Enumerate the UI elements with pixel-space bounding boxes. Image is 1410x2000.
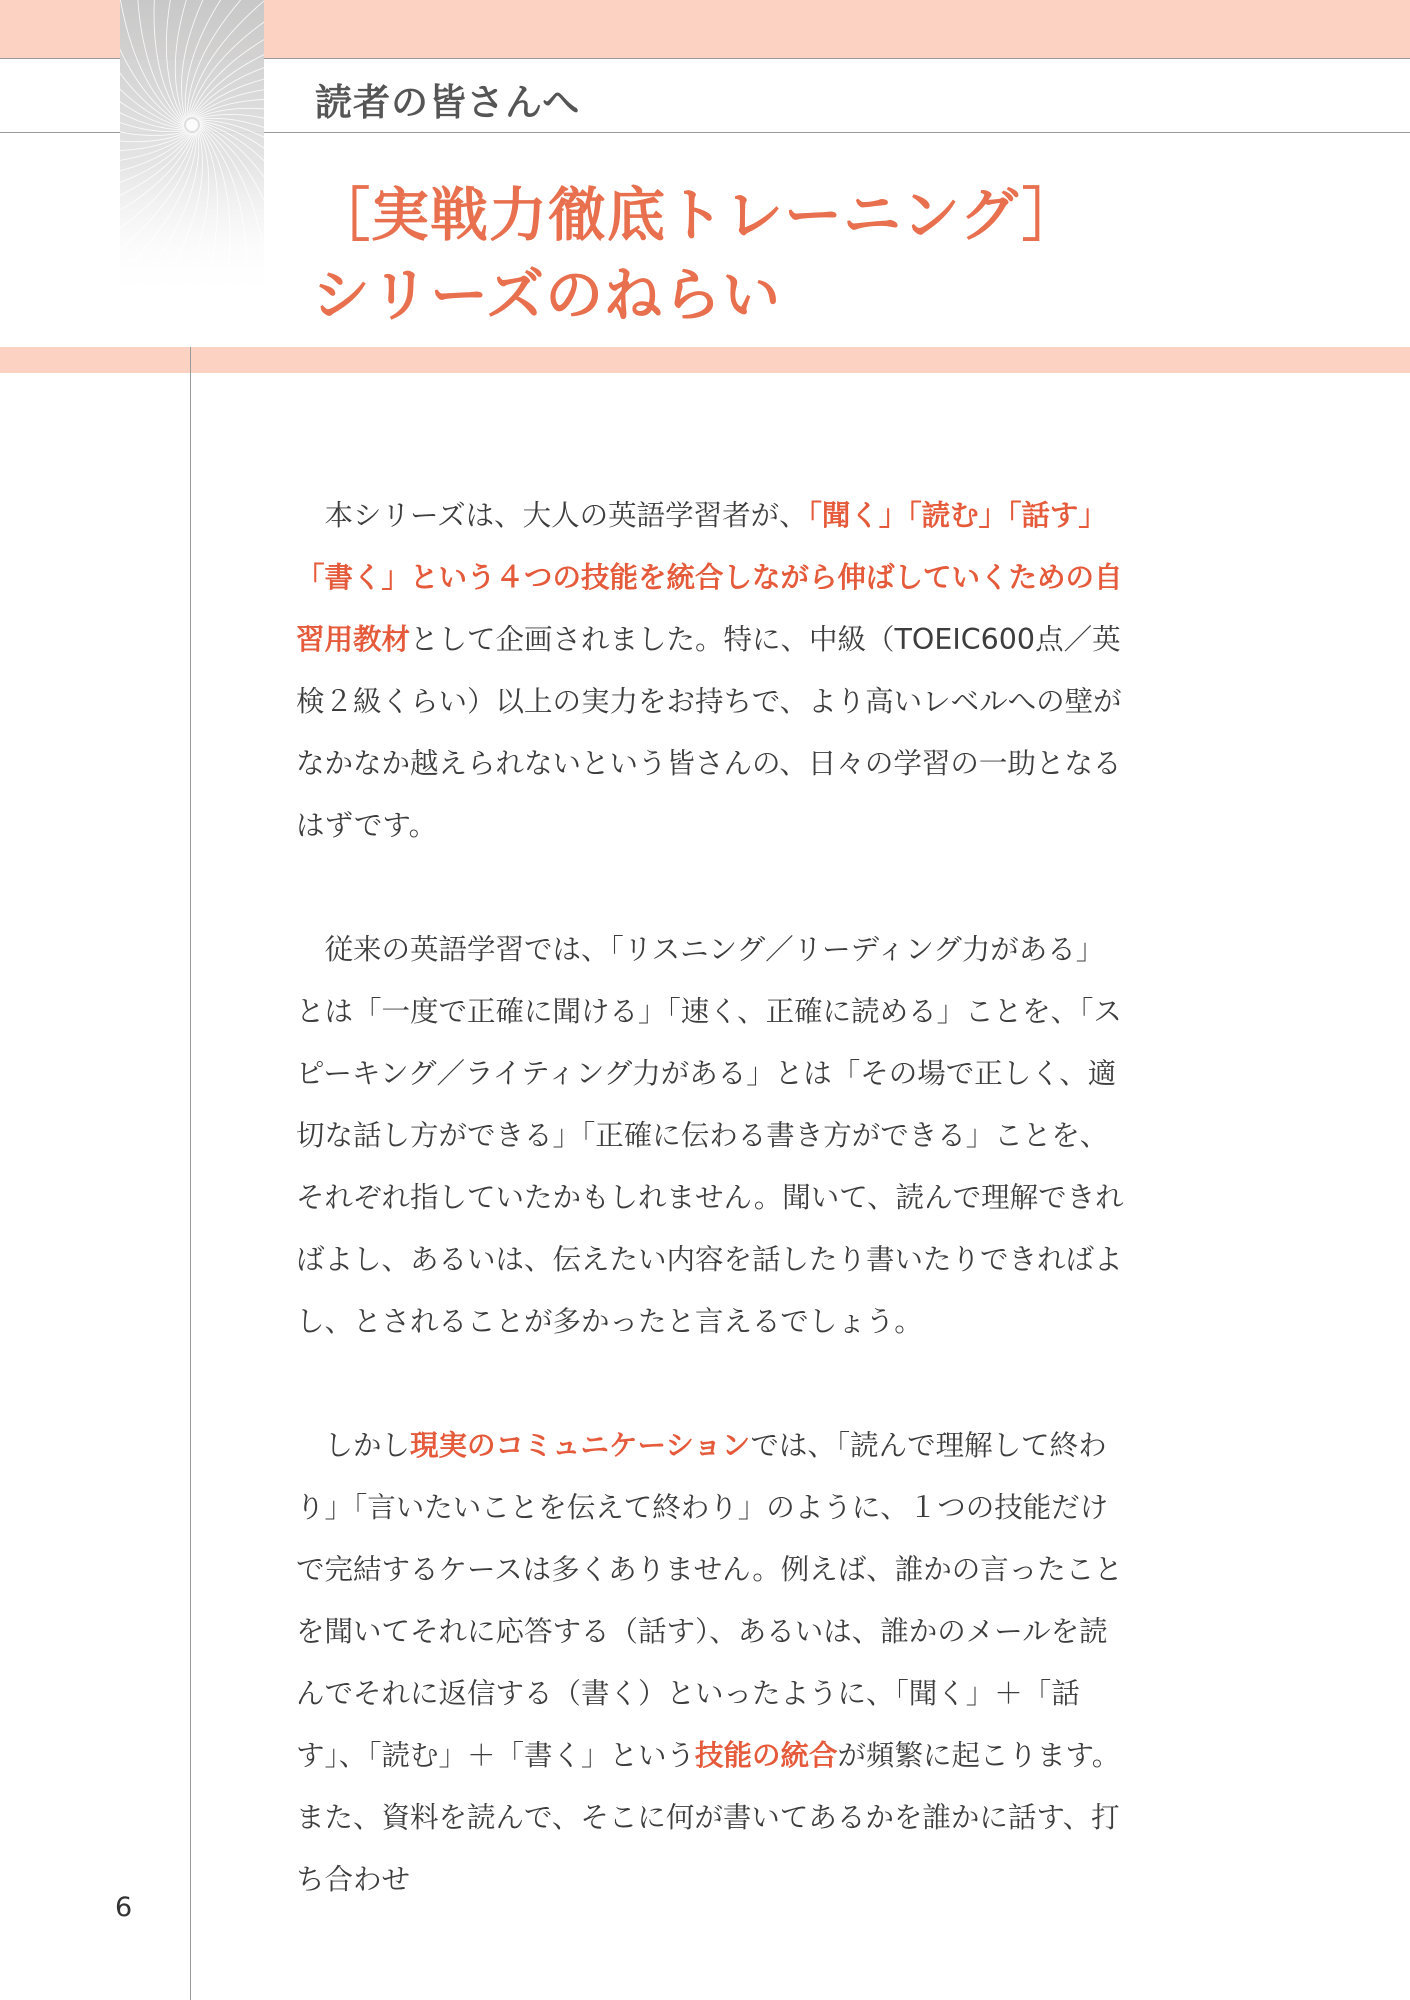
- margin-rule: [190, 347, 191, 2000]
- highlighted-phrase: 現実のコミュニケーション: [410, 1429, 751, 1462]
- section-label: 読者の皆さんへ: [315, 81, 581, 124]
- body-text: [296, 485, 1126, 1973]
- text-segment: が頻繁に起こります。また、資料を読んで、そこに何が書いてあるかを誰かに話す、打ち合わせ: [296, 1739, 1121, 1896]
- page-number: 6: [115, 1892, 133, 1923]
- header-bottom-band: [0, 347, 1410, 373]
- highlighted-phrase: 技能の統合: [695, 1739, 838, 1772]
- paragraph: [296, 1415, 1126, 1911]
- paragraph: [296, 485, 1126, 857]
- text-segment: として企画されました。特に、中級（TOEIC600点／英検２級くらい）以上の実力をお持ちで、より高いレベルへの壁がなかなか越えられないという皆さんの、日々の学習の一助となるはずです。: [296, 623, 1122, 842]
- page-title-line-1: ［実戦力徹底トレーニング］: [312, 181, 1081, 249]
- text-segment: 従来の英語学習では、「リスニング／リーディング力がある」とは「一度で正確に聞ける」「速く、正確に読める」ことを、「スピーキング／ライティング力がある」とは「その場で正しく、適切な話し方ができる」「正確に伝わる書き方ができる」ことを、それぞれ指していたかもしれません。聞いて、読んで理解できればよし、あるいは、伝えたい内容を話したり書いたりできればよし、とされることが多かったと言えるでしょう。: [296, 933, 1124, 1338]
- text-segment: では、「読んで理解して終わり」「言いたいことを伝えて終わり」のように、１つの技能だけで完結するケースは多くありません。例えば、誰かの言ったことを聞いてそれに応答する（話す）、あるいは、誰かのメールを読んでそれに返信する（書く）といったように、「聞く」＋「話す」、「読む」＋「書く」という: [296, 1429, 1123, 1772]
- page-title-line-2: シリーズのねらい: [312, 261, 782, 329]
- decorative-pattern: [120, 0, 264, 300]
- paragraph: [296, 919, 1126, 1353]
- highlighted-phrase: 「聞く」「読む」「話す」「書く」という４つの技能を統合しながら伸ばしていくための自習用教材: [296, 499, 1123, 656]
- text-segment: 本シリーズは、大人の英語学習者が、: [324, 499, 808, 532]
- text-segment: しかし: [324, 1429, 411, 1462]
